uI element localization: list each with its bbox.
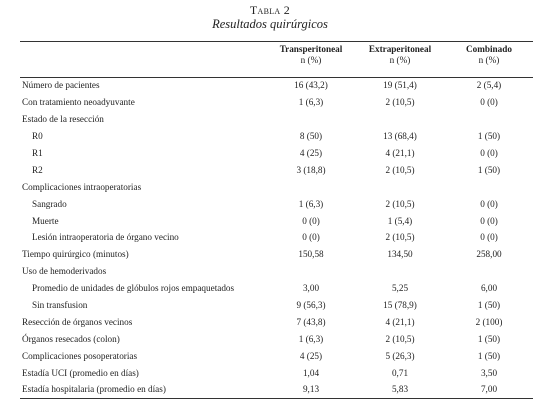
table-number: Tabla 2: [249, 3, 291, 17]
cell-value: 4 (21,1): [385, 148, 415, 158]
cell-value: 5,83: [391, 384, 409, 395]
cell-value: 9,13: [302, 384, 320, 395]
cell-value: 0 (0): [302, 215, 320, 226]
cell-value: 1 (6,3): [298, 198, 324, 209]
table-row: [20, 178, 533, 195]
row-label: Resección de órganos vecinos: [22, 316, 133, 327]
row-label: Complicaciones intraoperatorias: [22, 181, 142, 192]
cell-value: [445, 263, 533, 280]
table-header-row: [20, 44, 533, 77]
row-label: Uso de hemoderivados: [22, 266, 107, 277]
cell-value: 0 (0): [480, 148, 498, 158]
table-body: [20, 77, 533, 398]
cell-value: [355, 111, 445, 128]
cell-value: 3,00: [302, 283, 320, 294]
cell-value: 0 (0): [480, 232, 498, 243]
top-rule: [20, 41, 533, 42]
cell-value: 0 (0): [480, 198, 498, 209]
cell-value: [267, 178, 355, 195]
table-row: [20, 330, 533, 347]
cell-value: 7 (43,8): [296, 316, 326, 327]
cell-value: 1 (5,4): [387, 215, 413, 226]
row-label: Estado de la resección: [22, 114, 104, 125]
row-label: Sangrado: [32, 198, 67, 209]
cell-value: [267, 111, 355, 128]
cell-value: 150,58: [298, 249, 324, 260]
cell-value: 1 (50): [477, 350, 501, 361]
cell-value: 258,00: [476, 249, 502, 260]
row-label: R2: [32, 164, 43, 175]
row-label: Estadía UCI (promedio en días): [22, 367, 139, 378]
table-row: [20, 263, 533, 280]
table-row: [20, 111, 533, 128]
cell-value: 1,04: [302, 367, 320, 378]
cell-value: 5 (26,3): [385, 350, 415, 361]
table-row: [20, 94, 533, 111]
table-row: [20, 313, 533, 330]
cell-value: 2 (10,5): [385, 164, 415, 175]
bottom-rule: [20, 398, 533, 399]
cell-value: 0 (0): [302, 232, 320, 243]
cell-value: 6,00: [480, 283, 498, 294]
header-blank: [20, 44, 267, 77]
column-header-extraperitoneal: Extraperitoneal n (%): [368, 44, 432, 65]
table-row: [20, 347, 533, 364]
cell-value: 0 (0): [480, 97, 498, 108]
cell-value: 5,25: [391, 283, 409, 294]
cell-value: 19 (51,4): [383, 80, 417, 91]
cell-value: 3 (18,8): [296, 164, 326, 175]
column-header-transperitoneal: Transperitoneal n (%): [279, 44, 343, 65]
cell-value: 1 (6,3): [298, 97, 324, 108]
row-label: Promedio de unidades de glóbulos rojos empaquetados: [32, 283, 235, 294]
cell-value: 3,50: [480, 367, 498, 378]
cell-value: 2 (10,5): [385, 333, 415, 344]
cell-value: 1 (6,3): [298, 333, 324, 344]
table-row: [20, 229, 533, 246]
cell-value: 2 (100): [475, 316, 503, 327]
cell-value: 0 (0): [480, 215, 498, 226]
cell-value: 134,50: [387, 249, 413, 260]
table-row: [20, 145, 533, 162]
cell-value: 13 (68,4): [383, 131, 417, 142]
cell-value: 1 (50): [477, 131, 501, 142]
row-label: Complicaciones posoperatorias: [22, 350, 138, 361]
table-title: Resultados quirúrgicos: [212, 17, 328, 31]
cell-value: 4 (21,1): [385, 316, 415, 327]
row-label: Lesión intraoperatoria de órgano vecino: [32, 232, 179, 243]
table-row: [20, 77, 533, 94]
cell-value: 2 (5,4): [476, 80, 502, 91]
row-label: Estadía hospitalaria (promedio en días): [22, 384, 166, 395]
table-row: [20, 195, 533, 212]
table-row: [20, 364, 533, 381]
row-label: Sin transfusion: [32, 300, 88, 311]
cell-value: [445, 111, 533, 128]
table-row: [20, 280, 533, 297]
cell-value: 2 (10,5): [385, 198, 415, 209]
cell-value: 2 (10,5): [385, 232, 415, 243]
row-label: Tiempo quirúrgico (minutos): [22, 249, 129, 260]
cell-value: 8 (50): [299, 131, 323, 142]
table-row: [20, 212, 533, 229]
cell-value: [267, 263, 355, 280]
results-table: [20, 44, 533, 398]
cell-value: 1 (50): [477, 164, 501, 175]
row-label: Número de pacientes: [22, 80, 100, 91]
cell-value: [355, 178, 445, 195]
row-label: Muerte: [32, 215, 59, 226]
table-row: [20, 128, 533, 145]
cell-value: 16 (43,2): [294, 80, 328, 91]
row-label: R1: [32, 148, 43, 158]
row-label: R0: [32, 131, 43, 142]
row-label: Con tratamiento neoadyuvante: [22, 97, 135, 108]
table-caption-label: [0, 3, 540, 18]
table-row: [20, 297, 533, 314]
cell-value: [445, 178, 533, 195]
cell-value: 1 (50): [477, 300, 501, 311]
row-label: Órganos resecados (colon): [22, 333, 120, 344]
cell-value: 0,71: [391, 367, 409, 378]
cell-value: 4 (25): [299, 350, 323, 361]
cell-value: 2 (10,5): [385, 97, 415, 108]
table-row: [20, 246, 533, 263]
cell-value: [355, 263, 445, 280]
cell-value: 1 (50): [477, 333, 501, 344]
cell-value: 9 (56,3): [296, 300, 326, 311]
column-header-combinado: Combinado n (%): [466, 44, 512, 65]
table-row: [20, 161, 533, 178]
table-row: [20, 381, 533, 398]
cell-value: 7,00: [480, 384, 498, 395]
cell-value: 15 (78,9): [383, 300, 417, 311]
cell-value: 4 (25): [299, 148, 323, 158]
